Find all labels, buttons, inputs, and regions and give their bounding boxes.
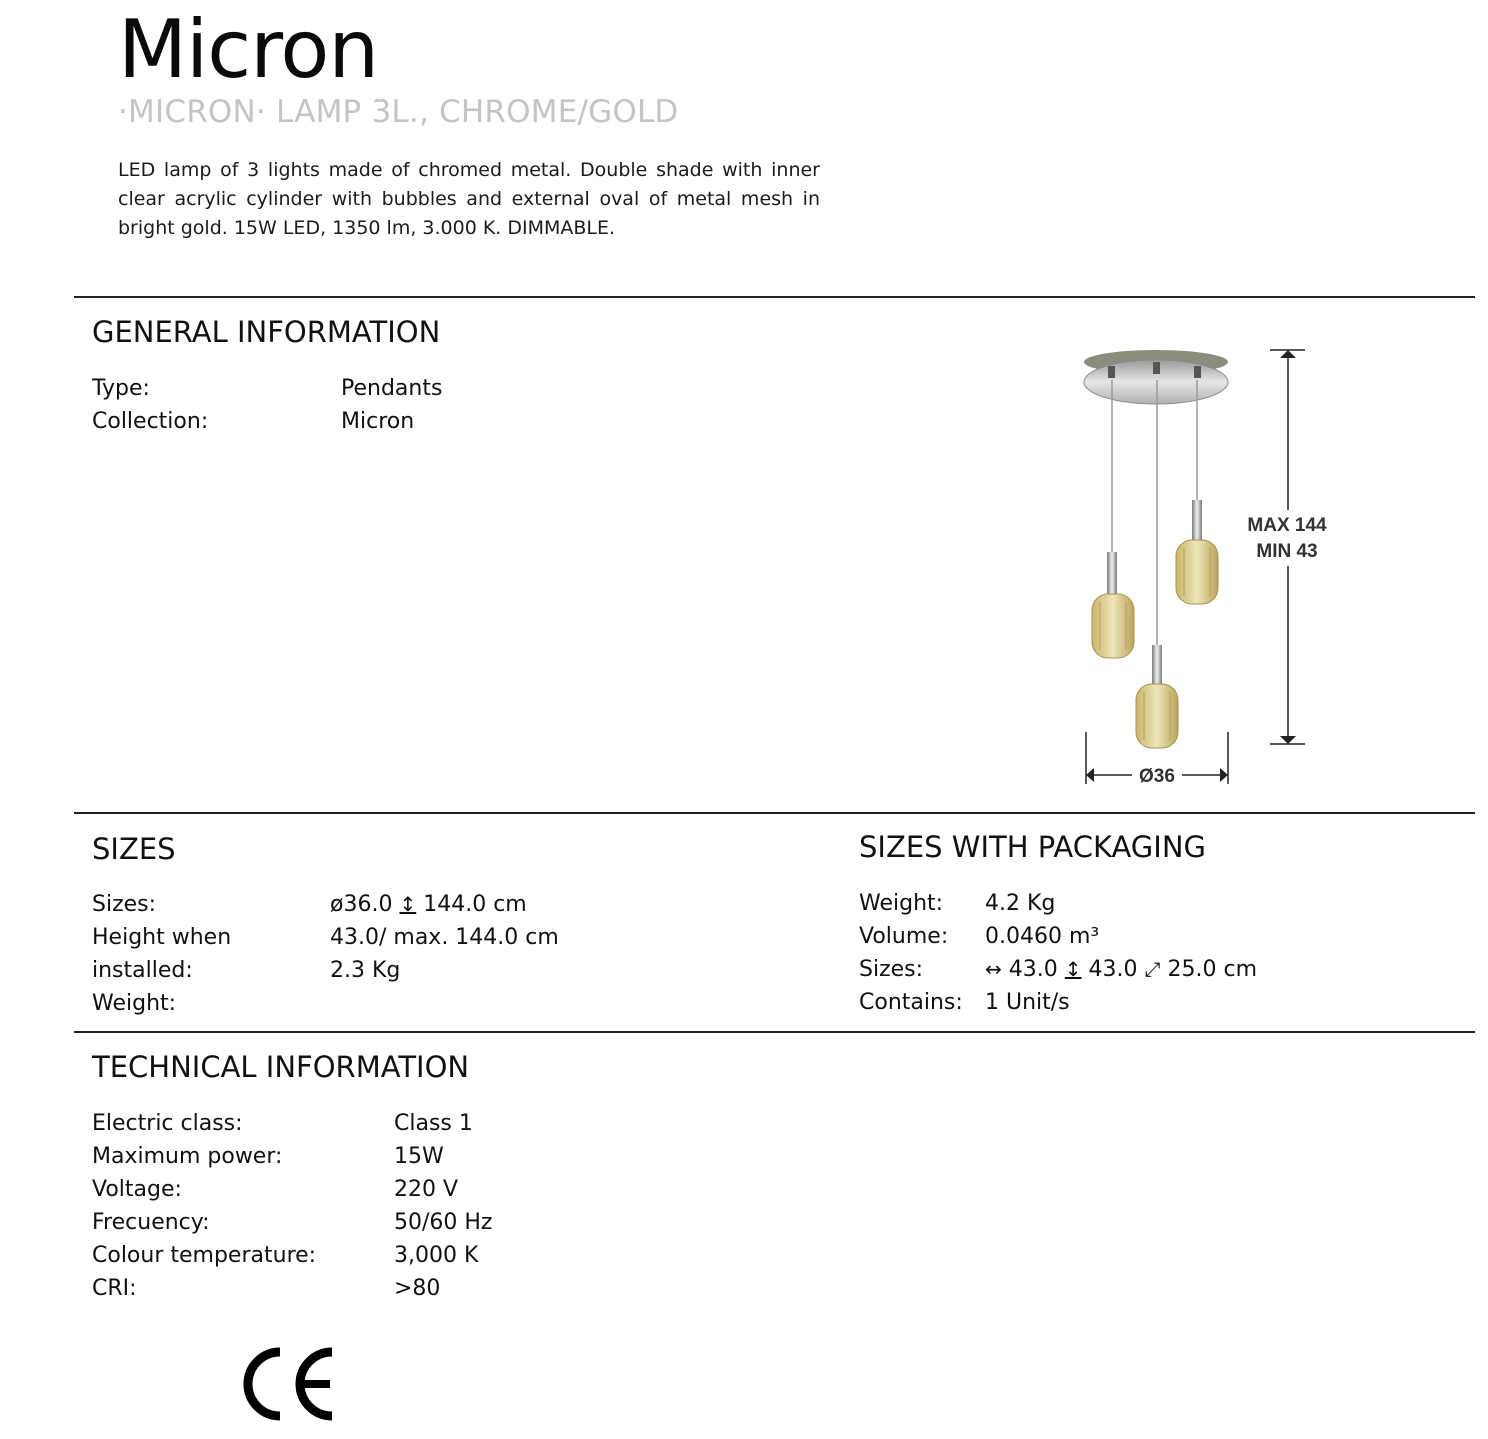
divider — [74, 1031, 1475, 1033]
packaging-sizes-label: Sizes: — [859, 957, 924, 982]
packaging-values — [985, 887, 1257, 1019]
weight-label: Weight: — [92, 991, 177, 1016]
sizes-label: Sizes: — [92, 892, 157, 917]
packaging-contains-value: 1 Unit/s — [985, 990, 1070, 1015]
height-when-label: Height when — [92, 925, 232, 950]
packaging-contains-label: Contains: — [859, 990, 963, 1015]
voltage-label: Voltage: — [92, 1177, 182, 1202]
packaging-size-height: 43.0 — [1088, 957, 1138, 982]
frequency-label: Frecuency: — [92, 1210, 210, 1235]
technical-labels — [92, 1107, 316, 1305]
divider — [74, 812, 1475, 814]
electric-class-label: Electric class: — [92, 1111, 243, 1136]
pendant-shade-center — [1136, 645, 1178, 748]
packaging-labels — [859, 887, 963, 1019]
sizes-values — [330, 888, 559, 987]
size-diameter: ø36.0 — [330, 892, 393, 917]
product-title: Micron — [118, 3, 379, 96]
packaging-volume-label: Volume: — [859, 924, 949, 949]
height-min-label: MIN 43 — [1256, 541, 1318, 562]
colour-temperature-label: Colour temperature: — [92, 1243, 317, 1268]
technical-values — [394, 1107, 492, 1305]
installed-label: installed: — [92, 958, 193, 983]
size-height: 144.0 cm — [423, 892, 527, 917]
ceiling-canopy — [1084, 350, 1228, 404]
cri-value: >80 — [394, 1276, 441, 1301]
vertical-arrow-icon: ↕ — [399, 892, 417, 916]
frequency-value: 50/60 Hz — [394, 1210, 493, 1235]
height-max-label: MAX 144 — [1247, 515, 1327, 536]
diameter-label: Ø36 — [1139, 766, 1175, 787]
packaging-sizes-value — [985, 953, 1257, 986]
diagonal-arrow-icon: ⤢ — [1144, 957, 1161, 981]
type-label: Type: — [92, 376, 150, 401]
weight-value: 2.3 Kg — [330, 958, 401, 983]
vertical-arrow-icon: ↕ — [1064, 957, 1082, 981]
electric-class-value: Class 1 — [394, 1111, 473, 1136]
height-installed-value: 43.0/ max. 144.0 cm — [330, 925, 559, 950]
technical-info-title: TECHNICAL INFORMATION — [92, 1050, 470, 1084]
maximum-power-label: Maximum power: — [92, 1144, 283, 1169]
collection-label: Collection: — [92, 409, 209, 434]
type-value: Pendants — [341, 376, 443, 401]
ce-mark-icon — [240, 1346, 336, 1422]
cri-label: CRI: — [92, 1276, 137, 1301]
packaging-weight-value: 4.2 Kg — [985, 891, 1056, 916]
size-value — [330, 888, 559, 921]
general-info-title: GENERAL INFORMATION — [92, 315, 441, 349]
collection-value: Micron — [341, 409, 415, 434]
sizes-labels — [92, 888, 231, 1020]
general-row-type — [92, 372, 592, 405]
packaging-weight-label: Weight: — [859, 891, 944, 916]
voltage-value: 220 V — [394, 1177, 459, 1202]
sizes-title: SIZES — [92, 832, 176, 866]
divider — [74, 296, 1475, 298]
lamp-dimension-drawing — [1070, 340, 1350, 795]
product-description: LED lamp of 3 lights made of chromed metal. Double shade with inner clear acrylic cylinder with bubbles and external oval of metal mesh in bright gold. 15W LED, 1350 lm, 3.000 K. DIMMABLE. — [118, 159, 820, 239]
packaging-volume-value: 0.0460 m³ — [985, 924, 1100, 949]
pendant-shade-left — [1092, 552, 1134, 658]
packaging-size-width: 43.0 — [1008, 957, 1058, 982]
product-subtitle: ·MICRON· LAMP 3L., CHROME/GOLD — [118, 94, 679, 130]
general-row-collection — [92, 405, 592, 438]
packaging-title: SIZES WITH PACKAGING — [859, 830, 1206, 864]
packaging-size-depth: 25.0 cm — [1167, 957, 1258, 982]
horizontal-arrow-icon: ↔ — [985, 957, 1002, 981]
maximum-power-value: 15W — [394, 1144, 444, 1169]
pendant-shade-right — [1176, 500, 1218, 604]
colour-temperature-value: 3,000 K — [394, 1243, 479, 1268]
